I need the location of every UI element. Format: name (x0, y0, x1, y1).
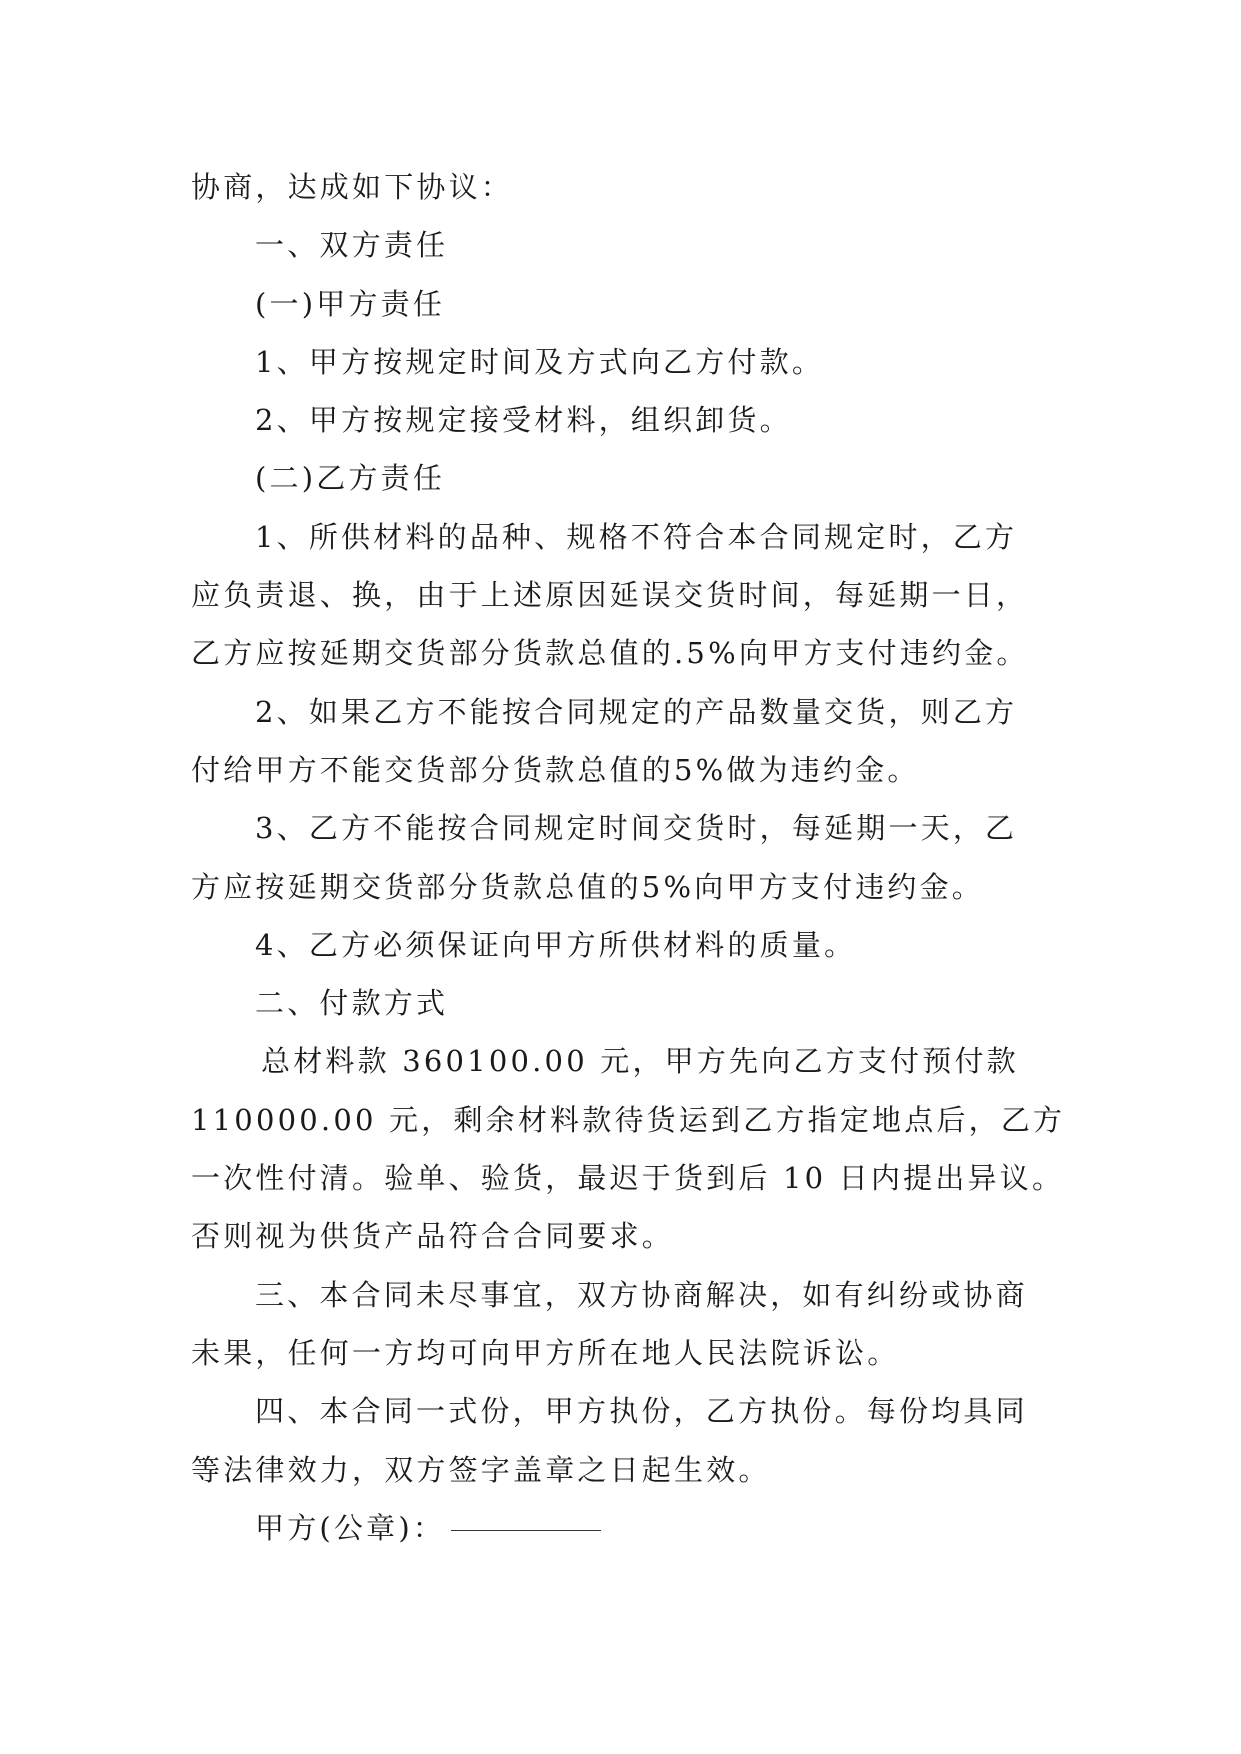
subsection-heading: (二)乙方责任 (255, 461, 446, 496)
text-line: 110000.00 元，剩余材料款待货运到乙方指定地点后，乙方 (191, 1102, 1066, 1137)
clause-item: 3、乙方不能按合同规定时间交货时，每延期一天，乙 (255, 811, 1018, 846)
signature-line (191, 1499, 1061, 1557)
text-line: 否则视为供货产品符合合同要求。 (191, 1219, 675, 1254)
payment-text: 总材料款 360100.00 元，甲方先向乙方支付预付款 (261, 1044, 1019, 1079)
text-line: 应负责退、换，由于上述原因延误交货时间，每延期一日， (191, 578, 1029, 613)
text-line: 一次性付清。验单、验货，最迟于货到后 10 日内提出异议。 (191, 1161, 1065, 1196)
section-heading: 四、本合同一式份，甲方执份，乙方执份。每份均具同 (255, 1394, 1028, 1429)
section-heading: 一、双方责任 (255, 228, 449, 263)
text-line: 付给甲方不能交货部分货款总值的5%做为违约金。 (191, 752, 920, 787)
text-line: 未果，任何一方均可向甲方所在地人民法院诉讼。 (191, 1335, 900, 1370)
party-a-seal-label: 甲方(公章)： (255, 1510, 446, 1545)
text-line: 方应按延期交货部分货款总值的5%向甲方支付违约金。 (191, 869, 985, 904)
text-line: 协商，达成如下协议： (191, 170, 514, 204)
text-line: 乙方应按延期交货部分货款总值的.5%向甲方支付违约金。 (191, 636, 1029, 671)
section-heading: 二、付款方式 (255, 986, 449, 1021)
clause-item: 4、乙方必须保证向甲方所供材料的质量。 (255, 927, 857, 962)
subsection-heading: (一)甲方责任 (255, 286, 446, 321)
clause-item: 1、甲方按规定时间及方式向乙方付款。 (255, 344, 825, 379)
section-heading: 三、本合同未尽事宜，双方协商解决，如有纠纷或协商 (255, 1277, 1028, 1312)
clause-item: 2、甲方按规定接受材料，组织卸货。 (255, 403, 792, 438)
clause-item: 2、如果乙方不能按合同规定的产品数量交货，则乙方 (255, 694, 1018, 729)
signature-blank[interactable] (451, 1528, 601, 1531)
contract-body (191, 158, 1066, 1557)
clause-item: 1、所供材料的品种、规格不符合本合同规定时，乙方 (255, 519, 1018, 554)
text-line: 等法律效力，双方签字盖章之日起生效。 (191, 1452, 771, 1487)
